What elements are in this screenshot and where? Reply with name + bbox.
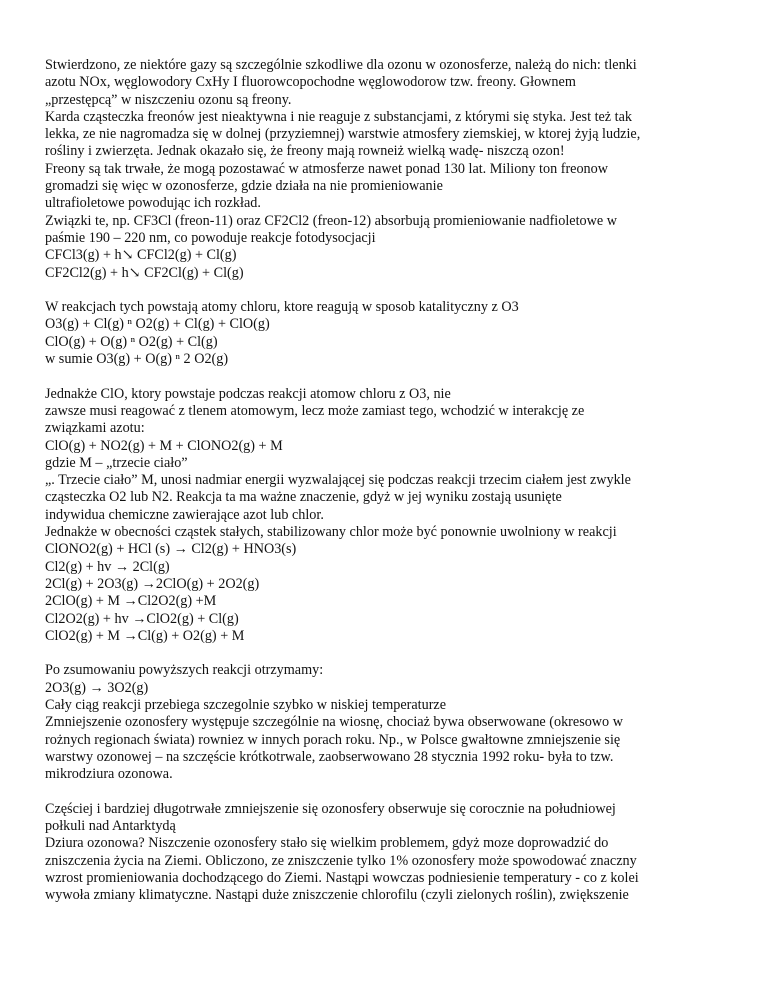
text-line: Związki te, np. CF3Cl (freon-11) oraz CF2Cl2 (freon-12) absorbują promieniowanie nadfioletowe w <box>45 212 617 229</box>
reaction-line: Cl2(g) + hv → 2Cl(g) <box>45 558 170 575</box>
text-line: lekka, ze nie nagromadza się w dolnej (przyziemnej) warstwie atmosfery ziemskiej, w ktorej żyją ludzie, <box>45 126 641 143</box>
text-line: Dziura ozonowa? Niszczenie ozonosfery stało się wielkim problemem, gdyż moze doprowadzić do <box>45 835 609 852</box>
reaction-line: ClO2(g) + M →Cl(g) + O2(g) + M <box>45 627 245 644</box>
text-line: zawsze musi reagować z tlenem atomowym, lecz może zamiast tego, wchodzić w interakcję ze <box>45 402 585 419</box>
text-line: warstwy ozonowej – na szczęście krótkotrwale, zaobserwowano 28 stycznia 1992 roku- była to tzw. <box>45 748 614 765</box>
reaction-line: O3(g) + Cl(g) ⁿ O2(g) + Cl(g) + ClO(g) <box>45 316 270 333</box>
text-line: Freony są tak trwałe, że mogą pozostawać w atmosferze nawet ponad 130 lat. Miliony ton freonow <box>45 160 608 177</box>
reaction-line: ClO(g) + O(g) ⁿ O2(g) + Cl(g) <box>45 333 218 350</box>
text-line: Po zsumowaniu powyższych reakcji otrzymamy: <box>45 662 324 679</box>
text-line: Jednakże w obecności cząstek stałych, stabilizowany chlor może być ponownie uwolniony w reakcji <box>45 524 617 541</box>
text-line: cząsteczka O2 lub N2. Reakcja ta ma ważne znaczenie, gdyż w jej wyniku zostają usunięte <box>45 489 562 506</box>
text-line: Jednakże ClO, ktory powstaje podczas reakcji atomow chloru z O3, nie <box>45 385 451 402</box>
paragraph-gap <box>45 282 725 299</box>
reaction-line: CFCl3(g) + h↘ CFCl2(g) + Cl(g) <box>45 247 237 264</box>
text-line: indywidua chemiczne zawierające azot lub chlor. <box>45 506 324 523</box>
reaction-line: CF2Cl2(g) + h↘ CF2Cl(g) + Cl(g) <box>45 264 244 281</box>
paragraph-gap <box>45 783 725 800</box>
text-line: azotu NOx, węglowodory CxHy I fluorowcopochodne węglowodorow tzw. freony. Głownem <box>45 74 576 91</box>
text-line: wywoła zmiany klimatyczne. Nastąpi duże zniszczenie chlorofilu (czyli zielonych roślin), zwiększenie <box>45 887 629 904</box>
text-line: mikrodziura ozonowa. <box>45 766 173 783</box>
text-line: „. Trzecie ciało” M, unosi nadmiar energii wyzwalającej się podczas reakcji trzecim ciałem jest zwykle <box>45 472 631 489</box>
text-line: W reakcjach tych powstają atomy chloru, ktore reagują w sposob katalityczny z O3 <box>45 299 519 316</box>
text-line: Zmniejszenie ozonosfery występuje szczególnie na wiosnę, chociaż bywa obserwowane (okresowo w <box>45 714 623 731</box>
paragraph-gap <box>45 368 725 385</box>
text-line: związkami azotu: <box>45 420 145 437</box>
reaction-line: ClO(g) + NO2(g) + M + ClONO2(g) + M <box>45 437 283 454</box>
reaction-line: ClONO2(g) + HCl (s) → Cl2(g) + HNO3(s) <box>45 541 297 558</box>
text-line: „przestępcą” w niszczeniu ozonu są freony. <box>45 91 292 108</box>
paragraph-gap <box>45 645 725 662</box>
document-page <box>45 57 725 905</box>
text-line: Częściej i bardziej długotrwałe zmniejszenie się ozonosfery obserwuje się corocznie na południowej <box>45 800 616 817</box>
reaction-line: 2Cl(g) + 2O3(g) →2ClO(g) + 2O2(g) <box>45 575 260 592</box>
text-line: wzrost promieniowania dochodzącego do Ziemi. Nastąpi wowczas podniesienie temperatury - co z kolei <box>45 869 639 886</box>
text-line: ultrafioletowe powodując ich rozkład. <box>45 195 261 212</box>
text-line: paśmie 190 – 220 nm, co powoduje reakcje fotodysocjacji <box>45 229 376 246</box>
text-line: Cały ciąg reakcji przebiega szczegolnie szybko w niskiej temperaturze <box>45 696 447 713</box>
text-line: gdzie M – „trzecie ciało” <box>45 454 188 471</box>
reaction-line: Cl2O2(g) + hv →ClO2(g) + Cl(g) <box>45 610 239 627</box>
text-line: rośliny i zwierzęta. Jednak okazało się, że freony mają rowneiż wielką wadę- niszczą ozon! <box>45 143 565 160</box>
text-line: Stwierdzono, ze niektóre gazy są szczególnie szkodliwe dla ozonu w ozonosferze, należą do nich: tlenki <box>45 57 637 73</box>
text-line: rożnych regionach świata) rowniez w innych porach roku. Np., w Polsce gwałtowne zmniejszenie się <box>45 731 621 748</box>
reaction-line: 2ClO(g) + M →Cl2O2(g) +M <box>45 593 217 610</box>
text-line: połkuli nad Antarktydą <box>45 818 176 835</box>
reaction-line: w sumie O3(g) + O(g) ⁿ 2 O2(g) <box>45 351 229 368</box>
reaction-line: 2O3(g) → 3O2(g) <box>45 679 149 696</box>
text-line: gromadzi się więc w ozonosferze, gdzie działa na nie promieniowanie <box>45 178 443 195</box>
text-line: zniszczenia życia na Ziemi. Obliczono, ze zniszczenie tylko 1% ozonosfery może spowodować znaczny <box>45 852 637 869</box>
text-line: Karda cząsteczka freonów jest nieaktywna i nie reaguje z substancjami, z którymi się styka. Jest też tak <box>45 108 632 125</box>
